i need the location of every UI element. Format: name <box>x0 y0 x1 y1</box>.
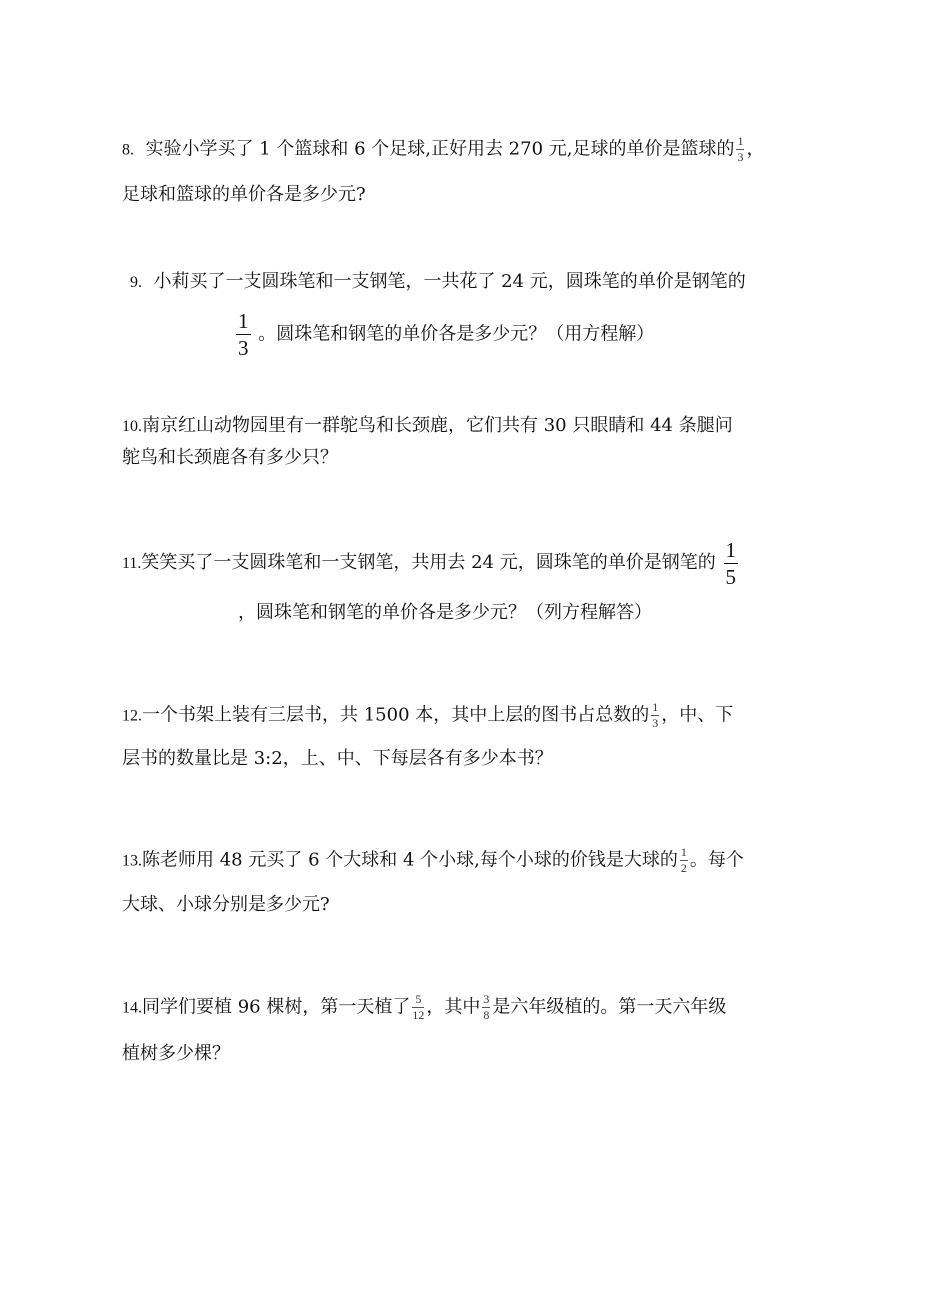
question-text: 小莉买了一支圆珠笔和一支钢笔，一共花了 24 元，圆珠笔的单价是钢笔的 <box>153 271 746 292</box>
question-text: 笑笑买了一支圆珠笔和一支钢笔，共用去 24 元，圆珠笔的单价是钢笔的 <box>141 552 716 573</box>
question-number: 10. <box>122 418 142 435</box>
question-text: 一个书架上装有三层书，共 1500 本，其中上层的图书占总数的 <box>142 704 650 726</box>
fraction-numerator: 1 <box>737 134 744 148</box>
fraction-numerator: 1 <box>680 845 687 859</box>
question-10-line-1 <box>122 413 733 440</box>
question-text-end: ， <box>746 138 765 160</box>
fraction-denominator: 12 <box>412 1008 425 1022</box>
question-11-line-2: ，圆珠笔和钢笔的单价各是多少元？（列方程解答） <box>238 602 652 623</box>
question-12-line-1 <box>122 701 733 730</box>
fraction-denominator: 3 <box>737 150 744 164</box>
question-text: 实验小学买了 1 个篮球和 6 个足球,正好用去 270 元,足球的单价是篮球的 <box>145 138 735 160</box>
fraction <box>680 846 688 875</box>
question-12-line-2: 层书的数量比是 3:2，上、中、下每层各有多少本书？ <box>122 748 553 769</box>
fraction-denominator: 5 <box>725 564 736 589</box>
question-number: 13. <box>122 852 142 870</box>
question-14-line-2: 植树多少棵？ <box>122 1043 230 1064</box>
fraction <box>651 701 659 730</box>
fraction-numerator: 5 <box>412 993 424 1008</box>
question-text-end: ，中、下 <box>661 704 734 726</box>
question-13-line-1 <box>122 846 744 875</box>
question-number: 12. <box>122 707 142 725</box>
fraction-denominator: 3 <box>652 716 659 730</box>
fraction-numerator: 1 <box>238 309 249 333</box>
fraction-numerator: 3 <box>483 992 490 1006</box>
question-text: 南京红山动物园里有一群鸵鸟和长颈鹿，它们共有 30 只眼睛和 44 条腿问 <box>142 415 733 436</box>
question-text-end: 。每个 <box>689 849 744 871</box>
fraction-denominator: 2 <box>680 861 687 875</box>
question-8-line-2: 足球和篮球的单价各是多少元? <box>122 184 366 205</box>
question-11-line-1 <box>122 538 740 589</box>
question-text-end: 是六年级植的。第一天六年级 <box>492 996 727 1018</box>
fraction <box>736 135 744 164</box>
question-number: 14. <box>122 999 142 1017</box>
fraction-denominator: 8 <box>483 1008 490 1022</box>
fraction <box>412 993 424 1022</box>
question-number: 9. <box>130 274 142 291</box>
fraction-numerator: 1 <box>652 700 659 714</box>
question-number: 11. <box>122 555 142 572</box>
question-text: 同学们要植 96 棵树，第一天植了 <box>142 996 411 1018</box>
fraction-2 <box>482 993 490 1022</box>
question-10-line-2: 鸵鸟和长颈鹿各有多少只？ <box>122 447 338 468</box>
fraction-denominator: 3 <box>238 336 249 360</box>
fraction <box>236 310 251 359</box>
fraction <box>724 539 739 588</box>
question-9-line-1 <box>130 269 746 296</box>
question-8-line-1 <box>122 135 764 164</box>
question-text-mid: ，其中 <box>426 996 481 1018</box>
question-text: 陈老师用 48 元买了 6 个大球和 4 个小球,每个小球的价钱是大球的 <box>142 849 678 871</box>
question-number: 8. <box>122 141 134 159</box>
fraction-numerator: 1 <box>725 537 736 562</box>
question-13-line-2: 大球、小球分别是多少元? <box>122 894 330 915</box>
question-14-line-1 <box>122 993 726 1022</box>
question-text: 。圆珠笔和钢笔的单价各是多少元？（用方程解） <box>258 323 655 345</box>
question-9-line-2 <box>234 310 654 359</box>
